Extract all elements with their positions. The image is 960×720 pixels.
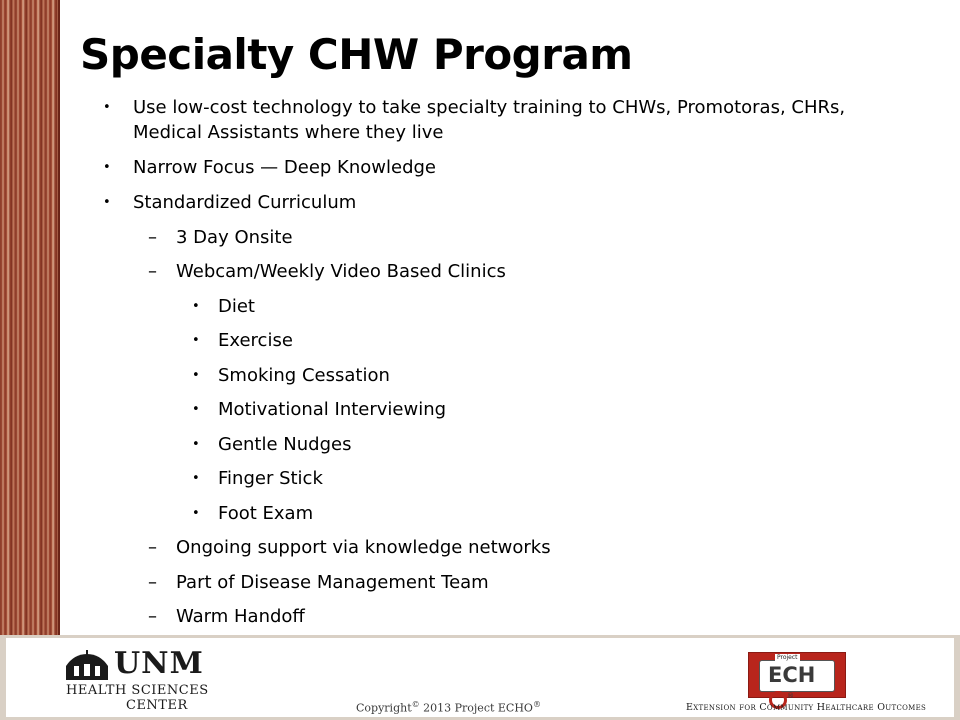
list-item-text: Foot Exam: [218, 503, 314, 524]
copyright-prefix: Copyright: [356, 701, 412, 715]
list-item-text: Standardized Curriculum: [133, 192, 357, 213]
unm-hsc-logo: [64, 646, 209, 713]
list-item-text: Finger Stick: [218, 468, 323, 489]
echo-project-label: Project: [777, 654, 798, 661]
copyright-symbol: ©: [411, 700, 420, 709]
bullet-icon: •: [192, 299, 200, 314]
slide-title: Specialty CHW Program: [80, 30, 633, 79]
unm-wordmark: UNM: [114, 646, 204, 681]
list-item-text: Gentle Nudges: [218, 434, 352, 455]
list-item-text: Narrow Focus — Deep Knowledge: [133, 157, 436, 178]
dash-icon: –: [148, 227, 157, 248]
list-item-text: Motivational Interviewing: [218, 399, 447, 420]
bullet-icon: •: [192, 402, 200, 417]
list-item-text: 3 Day Onsite: [176, 227, 293, 248]
bullet-icon: •: [192, 437, 200, 452]
list-item-text: Use low-cost technology to take specialty training to CHWs, Promotoras, CHRs,: [133, 97, 846, 118]
copyright-notice: [356, 700, 541, 715]
list-item-text: Warm Handoff: [176, 606, 305, 627]
list-item-text: Ongoing support via knowledge networks: [176, 537, 551, 558]
bullet-icon: •: [192, 471, 200, 486]
unm-line-health-sciences: HEALTH SCIENCES: [66, 683, 209, 698]
echo-word-prefix: EC: [768, 663, 798, 687]
dash-icon: –: [148, 261, 157, 282]
list-item-text: Medical Assistants where they live: [133, 122, 444, 143]
echo-tagline: Extension for Community Healthcare Outcomes: [686, 702, 927, 713]
decorative-left-band: [0, 0, 60, 635]
footer-panel: [6, 638, 954, 717]
unm-line-center: CENTER: [126, 698, 188, 713]
project-echo-logo: [748, 652, 846, 698]
echo-word-h: H: [797, 663, 816, 687]
bullet-icon: •: [192, 333, 200, 348]
echo-registered: ®: [787, 692, 794, 700]
echo-logo-inner: [759, 654, 835, 700]
dash-icon: –: [148, 606, 157, 627]
dash-icon: –: [148, 572, 157, 593]
unm-building-icon: [64, 650, 110, 682]
copyright-text: 2013 Project ECHO: [419, 701, 533, 715]
list-item-text: Part of Disease Management Team: [176, 572, 489, 593]
bullet-icon: •: [103, 160, 111, 175]
list-item-text: Smoking Cessation: [218, 365, 390, 386]
bullet-icon: •: [192, 368, 200, 383]
registered-symbol: ®: [532, 700, 541, 709]
footer: [0, 635, 960, 720]
bullet-icon: •: [103, 100, 111, 115]
list-item-text: Diet: [218, 296, 255, 317]
dash-icon: –: [148, 537, 157, 558]
bullet-icon: •: [192, 506, 200, 521]
list-item-text: Exercise: [218, 330, 293, 351]
list-item-text: Webcam/Weekly Video Based Clinics: [176, 261, 506, 282]
bullet-icon: •: [103, 195, 111, 210]
